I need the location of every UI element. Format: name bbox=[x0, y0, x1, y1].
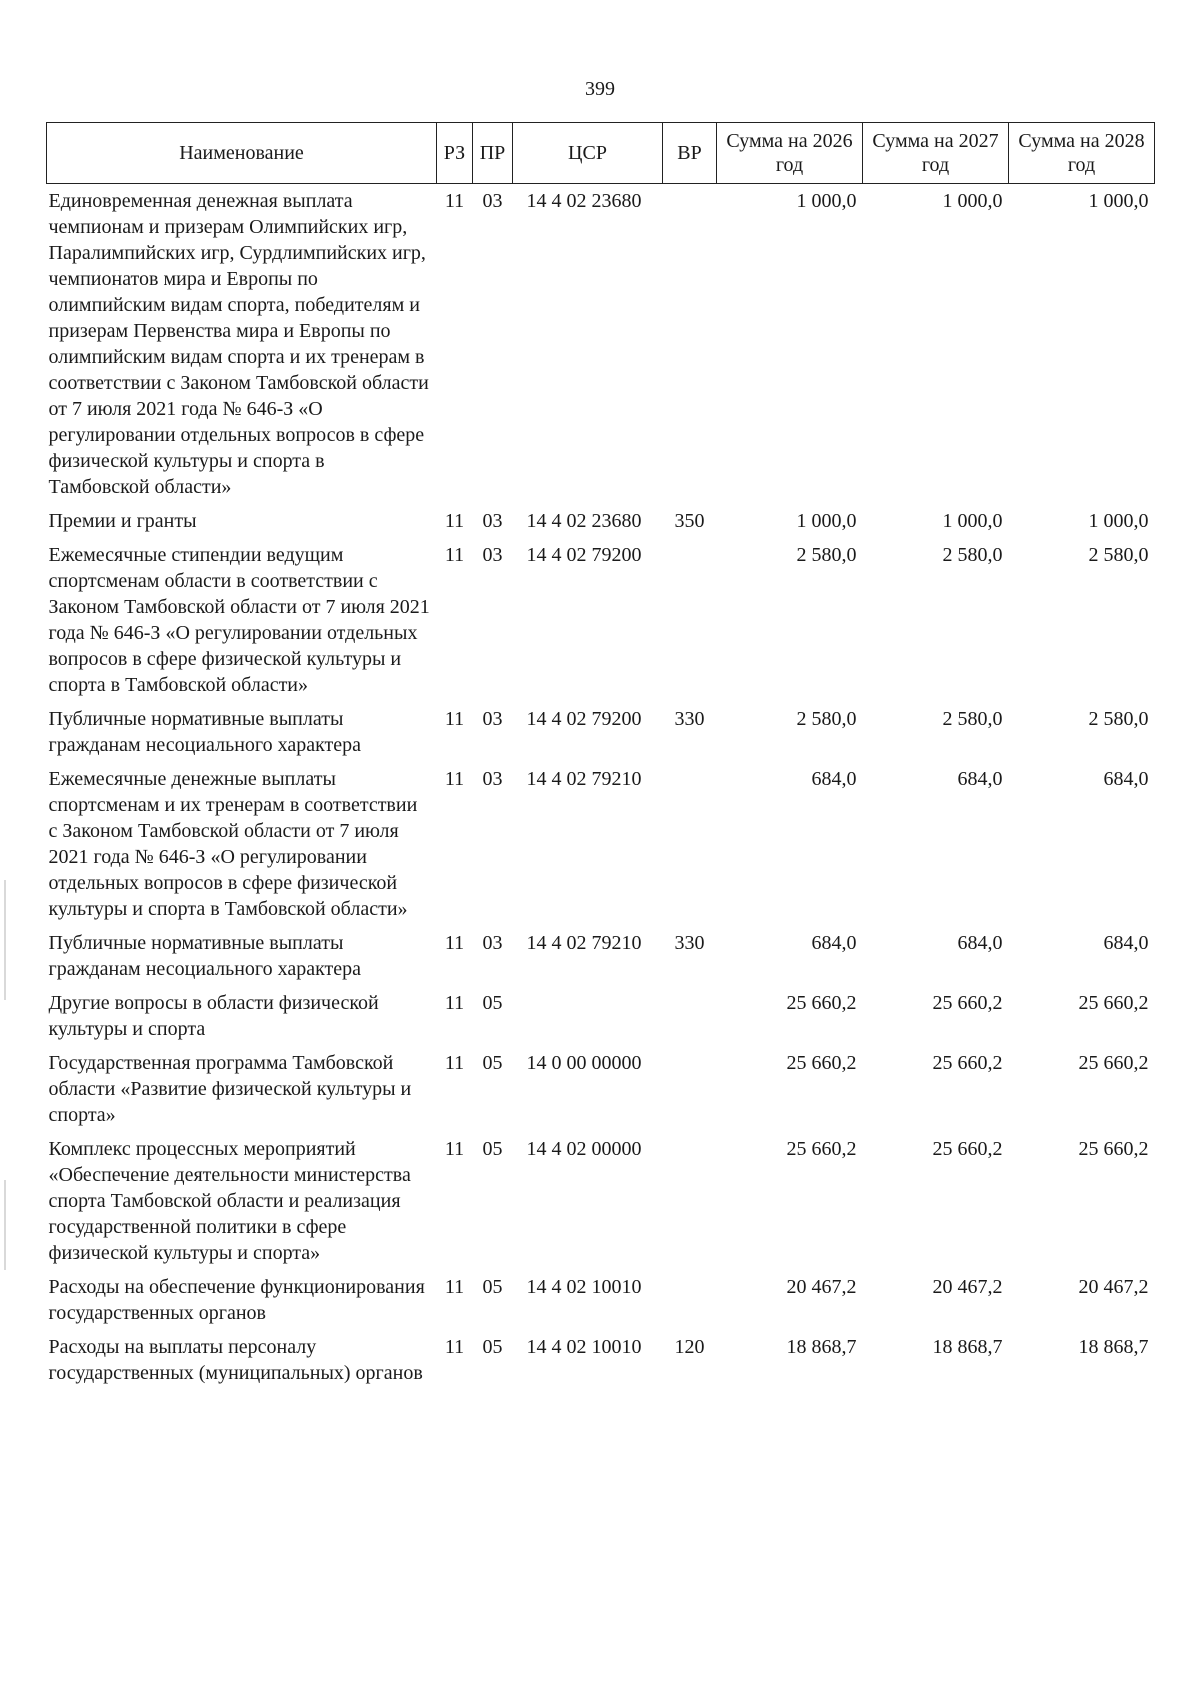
cell-vr bbox=[663, 762, 717, 926]
header-name: Наименование bbox=[47, 123, 437, 184]
cell-sum-2026: 25 660,2 bbox=[786, 1052, 857, 1074]
cell-name: Ежемесячные стипендии ведущим спортсменам области в соответствии с Законом Тамбовской области от 7 июля 2021 года № 646-З «О регулировании отдельных вопросов в сфере физической культуры и спорта в Тамбовской области» bbox=[48, 544, 430, 696]
cell-vr: 120 bbox=[674, 1336, 705, 1358]
table-body bbox=[47, 184, 1155, 1391]
cell-sum-2028: 2 580,0 bbox=[1088, 544, 1149, 566]
cell-rz: 11 bbox=[444, 1138, 465, 1160]
cell-name: Единовременная денежная выплата чемпионам и призерам Олимпийских игр, Паралимпийских игр, Сурдлимпийских игр, чемпионатов мира и Европы по олимпийским видам спорта, победителям и призерам Первенства мира и Европы по олимпийским видам спорта и их тренерам в соответствии с Законом Тамбовской области от 7 июля 2021 года № 646-З «О регулировании отдельных вопросов в сфере физической культуры и спорта в Тамбовской области» bbox=[48, 190, 429, 498]
header-vr: ВР bbox=[663, 123, 717, 184]
cell-csr: 14 4 02 10010 bbox=[526, 1336, 642, 1358]
scan-artifact bbox=[4, 1180, 6, 1270]
cell-vr: 330 bbox=[674, 708, 705, 730]
cell-sum-2028: 1 000,0 bbox=[1088, 510, 1149, 532]
cell-name: Государственная программа Тамбовской области «Развитие физической культуры и спорта» bbox=[48, 1052, 412, 1126]
cell-pr: 05 bbox=[482, 992, 503, 1014]
cell-vr bbox=[663, 1046, 717, 1132]
cell-pr: 03 bbox=[482, 768, 503, 790]
cell-sum-2027: 1 000,0 bbox=[942, 510, 1003, 532]
cell-csr: 14 0 00 00000 bbox=[526, 1052, 642, 1074]
cell-sum-2026: 25 660,2 bbox=[786, 1138, 857, 1160]
cell-rz: 11 bbox=[444, 708, 465, 730]
table-row bbox=[47, 762, 1155, 926]
cell-sum-2026: 684,0 bbox=[811, 932, 857, 954]
cell-name: Публичные нормативные выплаты гражданам несоциального характера bbox=[48, 708, 362, 756]
cell-sum-2026: 1 000,0 bbox=[796, 510, 857, 532]
budget-table bbox=[46, 122, 1155, 1390]
cell-name: Расходы на обеспечение функционирования государственных органов bbox=[48, 1276, 425, 1324]
table-row bbox=[47, 504, 1155, 538]
cell-csr bbox=[513, 986, 663, 1046]
cell-sum-2028: 1 000,0 bbox=[1088, 190, 1149, 212]
cell-sum-2026: 25 660,2 bbox=[786, 992, 857, 1014]
cell-csr: 14 4 02 23680 bbox=[526, 190, 642, 212]
table-row bbox=[47, 702, 1155, 762]
cell-csr: 14 4 02 79210 bbox=[526, 932, 642, 954]
cell-sum-2026: 2 580,0 bbox=[796, 708, 857, 730]
table-header-row bbox=[47, 123, 1155, 184]
cell-csr: 14 4 02 79210 bbox=[526, 768, 642, 790]
cell-csr: 14 4 02 79200 bbox=[526, 708, 642, 730]
cell-vr: 350 bbox=[674, 510, 705, 532]
cell-vr bbox=[663, 1270, 717, 1330]
cell-sum-2028: 2 580,0 bbox=[1088, 708, 1149, 730]
cell-sum-2027: 25 660,2 bbox=[932, 1138, 1003, 1160]
cell-sum-2026: 684,0 bbox=[811, 768, 857, 790]
cell-pr: 05 bbox=[482, 1276, 503, 1298]
header-rz: РЗ bbox=[437, 123, 473, 184]
header-sum-2026: Сумма на 2026 год bbox=[717, 123, 863, 184]
cell-sum-2028: 18 868,7 bbox=[1078, 1336, 1149, 1358]
cell-name: Премии и гранты bbox=[48, 510, 197, 532]
cell-rz: 11 bbox=[444, 992, 465, 1014]
cell-rz: 11 bbox=[444, 190, 465, 212]
table-row bbox=[47, 1046, 1155, 1132]
table-row bbox=[47, 1330, 1155, 1390]
table-row bbox=[47, 184, 1155, 505]
cell-sum-2026: 1 000,0 bbox=[796, 190, 857, 212]
cell-pr: 03 bbox=[482, 708, 503, 730]
cell-sum-2026: 20 467,2 bbox=[786, 1276, 857, 1298]
cell-rz: 11 bbox=[444, 1052, 465, 1074]
cell-pr: 03 bbox=[482, 510, 503, 532]
cell-sum-2028: 684,0 bbox=[1103, 768, 1149, 790]
header-sum-2028: Сумма на 2028 год bbox=[1009, 123, 1155, 184]
cell-rz: 11 bbox=[444, 544, 465, 566]
cell-name: Другие вопросы в области физической культуры и спорта bbox=[48, 992, 379, 1040]
cell-rz: 11 bbox=[444, 510, 465, 532]
cell-rz: 11 bbox=[444, 768, 465, 790]
cell-name: Публичные нормативные выплаты гражданам несоциального характера bbox=[48, 932, 362, 980]
cell-vr bbox=[663, 538, 717, 702]
cell-pr: 03 bbox=[482, 544, 503, 566]
cell-sum-2027: 18 868,7 bbox=[932, 1336, 1003, 1358]
cell-sum-2026: 18 868,7 bbox=[786, 1336, 857, 1358]
cell-vr: 330 bbox=[674, 932, 705, 954]
table-row bbox=[47, 926, 1155, 986]
cell-csr: 14 4 02 79200 bbox=[526, 544, 642, 566]
header-pr: ПР bbox=[473, 123, 513, 184]
header-csr: ЦСР bbox=[513, 123, 663, 184]
cell-rz: 11 bbox=[444, 1276, 465, 1298]
page-number: 399 bbox=[585, 78, 615, 100]
header-sum-2027: Сумма на 2027 год bbox=[863, 123, 1009, 184]
table-row bbox=[47, 538, 1155, 702]
cell-sum-2026: 2 580,0 bbox=[796, 544, 857, 566]
cell-csr: 14 4 02 23680 bbox=[526, 510, 642, 532]
cell-sum-2028: 25 660,2 bbox=[1078, 1052, 1149, 1074]
scan-artifact bbox=[4, 880, 6, 1000]
cell-csr: 14 4 02 00000 bbox=[526, 1138, 642, 1160]
table-row bbox=[47, 986, 1155, 1046]
cell-sum-2027: 684,0 bbox=[957, 932, 1003, 954]
cell-sum-2027: 25 660,2 bbox=[932, 992, 1003, 1014]
cell-sum-2028: 25 660,2 bbox=[1078, 992, 1149, 1014]
cell-sum-2027: 25 660,2 bbox=[932, 1052, 1003, 1074]
cell-pr: 03 bbox=[482, 190, 503, 212]
cell-name: Расходы на выплаты персоналу государственных (муниципальных) органов bbox=[48, 1336, 423, 1384]
cell-name: Ежемесячные денежные выплаты спортсменам и их тренерам в соответствии с Законом Тамбовской области от 7 июля 2021 года № 646-З «О регулировании отдельных вопросов в сфере физической культуры и спорта в Тамбовской области» bbox=[48, 768, 418, 920]
cell-sum-2028: 20 467,2 bbox=[1078, 1276, 1149, 1298]
table-row bbox=[47, 1132, 1155, 1270]
cell-sum-2027: 2 580,0 bbox=[942, 708, 1003, 730]
cell-rz: 11 bbox=[444, 1336, 465, 1358]
cell-sum-2028: 684,0 bbox=[1103, 932, 1149, 954]
cell-pr: 05 bbox=[482, 1052, 503, 1074]
cell-csr: 14 4 02 10010 bbox=[526, 1276, 642, 1298]
cell-sum-2028: 25 660,2 bbox=[1078, 1138, 1149, 1160]
cell-vr bbox=[663, 1132, 717, 1270]
cell-sum-2027: 684,0 bbox=[957, 768, 1003, 790]
cell-sum-2027: 1 000,0 bbox=[942, 190, 1003, 212]
cell-vr bbox=[663, 184, 717, 505]
cell-sum-2027: 20 467,2 bbox=[932, 1276, 1003, 1298]
cell-pr: 05 bbox=[482, 1138, 503, 1160]
cell-sum-2027: 2 580,0 bbox=[942, 544, 1003, 566]
cell-vr bbox=[663, 986, 717, 1046]
cell-pr: 03 bbox=[482, 932, 503, 954]
cell-rz: 11 bbox=[444, 932, 465, 954]
table-row bbox=[47, 1270, 1155, 1330]
cell-name: Комплекс процессных мероприятий «Обеспечение деятельности министерства спорта Тамбовской области и реализация государственной политики в сфере физической культуры и спорта» bbox=[48, 1138, 411, 1264]
cell-pr: 05 bbox=[482, 1336, 503, 1358]
